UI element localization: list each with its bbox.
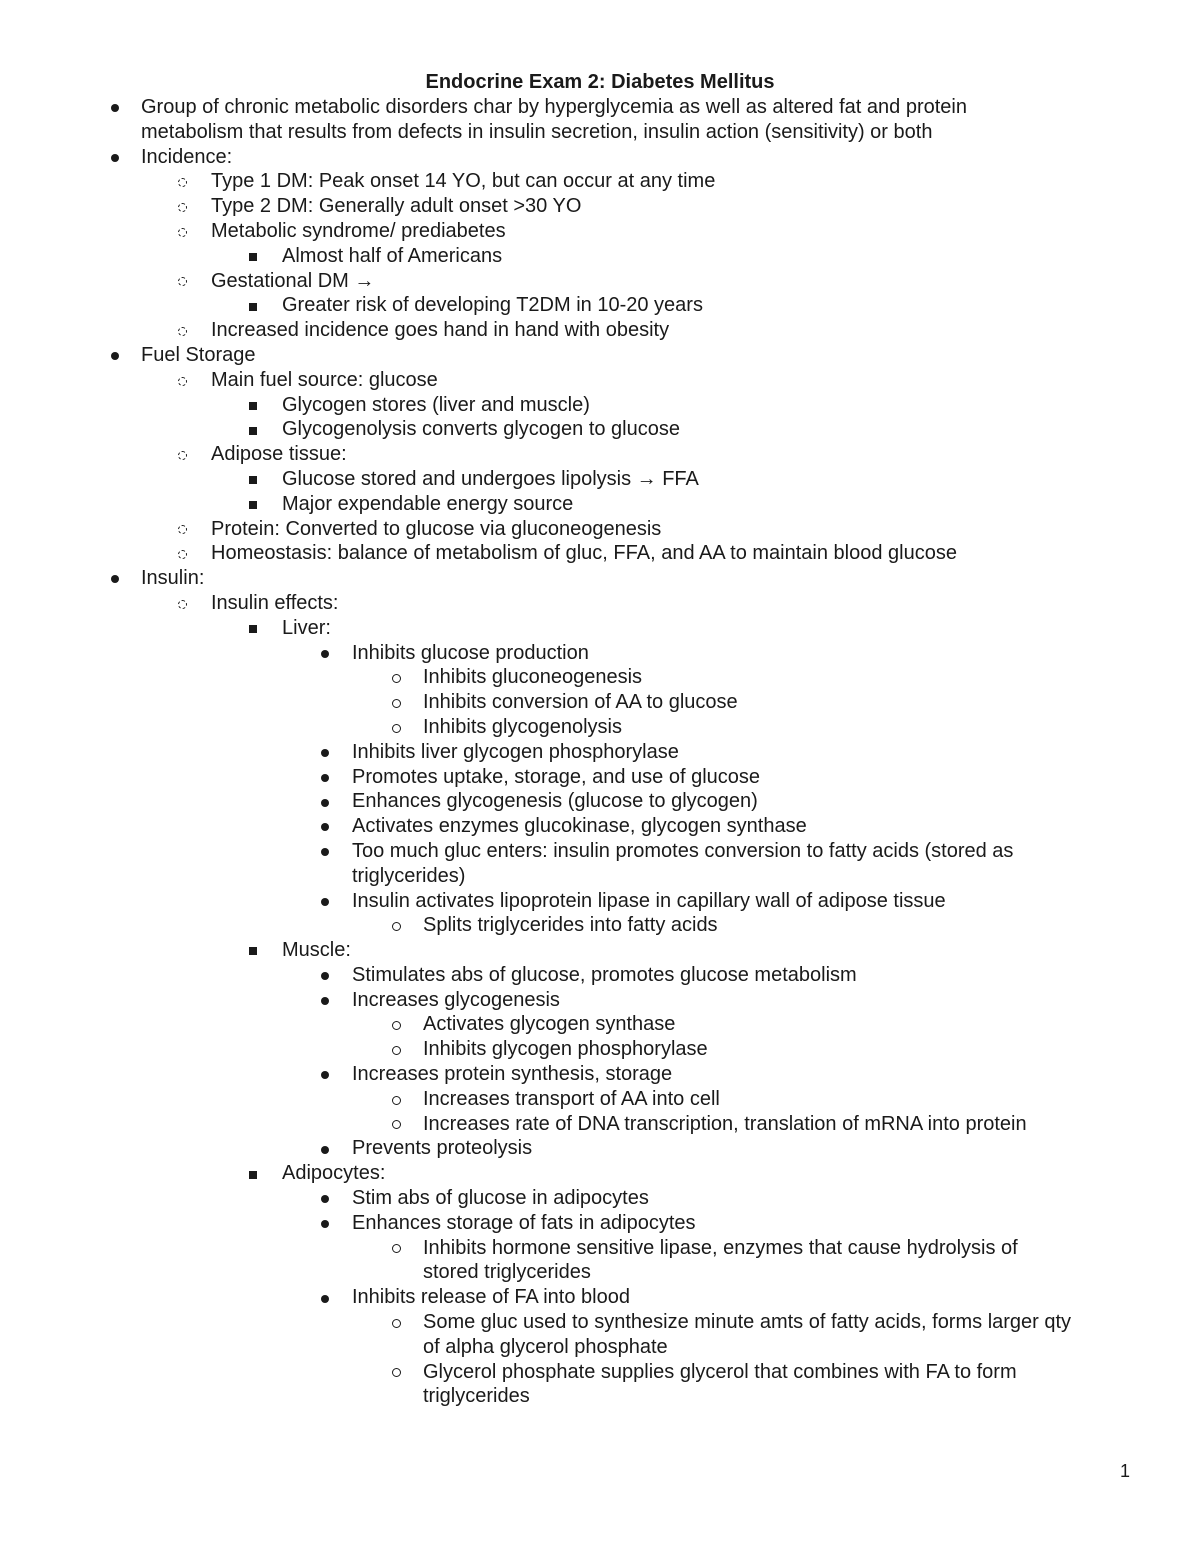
list-item-text: Some gluc used to synthesize minute amts of fatty acids, forms larger qty bbox=[423, 1311, 1072, 1334]
list-item-text: Adipose tissue: bbox=[211, 443, 347, 466]
list-item-text: Type 2 DM: Generally adult onset >30 YO bbox=[211, 195, 582, 218]
disc-bullet-icon bbox=[318, 839, 332, 864]
list-item-text: of alpha glycerol phosphate bbox=[423, 1335, 668, 1358]
square-bullet-icon bbox=[246, 467, 260, 492]
list-item-text: Greater risk of developing T2DM in 10-20 years bbox=[282, 294, 703, 317]
list-item bbox=[0, 1335, 1200, 1360]
disc-bullet-icon bbox=[318, 814, 332, 839]
disc-bullet-icon bbox=[318, 641, 332, 666]
list-item bbox=[0, 1062, 1200, 1087]
list-item-text: Activates enzymes glucokinase, glycogen synthase bbox=[352, 815, 807, 838]
list-item bbox=[0, 219, 1200, 244]
disc-bullet-icon bbox=[108, 95, 122, 120]
list-item-text: triglycerides) bbox=[352, 864, 466, 887]
list-item bbox=[0, 889, 1200, 914]
ring-bullet-icon bbox=[175, 591, 189, 616]
ring-bullet-icon bbox=[175, 318, 189, 343]
list-item bbox=[0, 145, 1200, 170]
list-item-text: Adipocytes: bbox=[282, 1162, 386, 1185]
list-item bbox=[0, 269, 1200, 294]
list-item-text: Activates glycogen synthase bbox=[423, 1013, 676, 1036]
disc-bullet-icon bbox=[318, 740, 332, 765]
list-item-text: Metabolic syndrome/ prediabetes bbox=[211, 219, 506, 242]
list-item-text: Gestational DM → bbox=[211, 269, 375, 292]
list-item bbox=[0, 417, 1200, 442]
list-item-text: Inhibits release of FA into blood bbox=[352, 1286, 630, 1309]
circle-bullet-icon bbox=[389, 1310, 403, 1335]
list-item bbox=[0, 740, 1200, 765]
list-item-text: Liver: bbox=[282, 616, 331, 639]
list-item bbox=[0, 988, 1200, 1013]
list-item-text: Inhibits glycogenolysis bbox=[423, 715, 622, 738]
ring-bullet-icon bbox=[175, 517, 189, 542]
list-item bbox=[0, 566, 1200, 591]
list-item bbox=[0, 492, 1200, 517]
circle-bullet-icon bbox=[389, 1236, 403, 1261]
circle-bullet-icon bbox=[389, 665, 403, 690]
list-item bbox=[0, 368, 1200, 393]
list-item bbox=[0, 864, 1200, 889]
list-item bbox=[0, 1087, 1200, 1112]
circle-bullet-icon bbox=[389, 715, 403, 740]
list-item-text: Increased incidence goes hand in hand with obesity bbox=[211, 319, 670, 342]
list-item-text: Enhances storage of fats in adipocytes bbox=[352, 1211, 696, 1234]
list-item-text: Inhibits hormone sensitive lipase, enzymes that cause hydrolysis of bbox=[423, 1236, 1018, 1259]
ring-bullet-icon bbox=[175, 269, 189, 294]
list-item-text: Glycogenolysis converts glycogen to glucose bbox=[282, 418, 680, 441]
list-item-text: Homeostasis: balance of metabolism of gluc, FFA, and AA to maintain blood glucose bbox=[211, 542, 957, 565]
list-item-text: Inhibits conversion of AA to glucose bbox=[423, 691, 738, 714]
circle-bullet-icon bbox=[389, 1087, 403, 1112]
list-item bbox=[0, 938, 1200, 963]
disc-bullet-icon bbox=[318, 1186, 332, 1211]
list-item-text: Protein: Converted to glucose via gluconeogenesis bbox=[211, 517, 662, 540]
list-item bbox=[0, 963, 1200, 988]
list-item bbox=[0, 1211, 1200, 1236]
list-item-text: Almost half of Americans bbox=[282, 244, 503, 267]
circle-bullet-icon bbox=[389, 1360, 403, 1385]
list-item-text: Enhances glycogenesis (glucose to glycogen) bbox=[352, 790, 758, 813]
disc-bullet-icon bbox=[318, 1211, 332, 1236]
square-bullet-icon bbox=[246, 938, 260, 963]
list-item-text: Glucose stored and undergoes lipolysis → FFA bbox=[282, 467, 699, 490]
list-item-text: Inhibits gluconeogenesis bbox=[423, 666, 643, 689]
ring-bullet-icon bbox=[175, 368, 189, 393]
list-item-text: Fuel Storage bbox=[141, 343, 256, 366]
list-item-text: Too much gluc enters: insulin promotes conversion to fatty acids (stored as bbox=[352, 839, 1014, 862]
circle-bullet-icon bbox=[389, 913, 403, 938]
list-item bbox=[0, 1136, 1200, 1161]
list-item bbox=[0, 1161, 1200, 1186]
page-number: 1 bbox=[1119, 1461, 1130, 1481]
list-item bbox=[0, 641, 1200, 666]
list-item bbox=[0, 1260, 1200, 1285]
disc-bullet-icon bbox=[318, 789, 332, 814]
list-item bbox=[0, 690, 1200, 715]
list-item-text: Main fuel source: glucose bbox=[211, 368, 438, 391]
document-title: Endocrine Exam 2: Diabetes Mellitus bbox=[425, 71, 775, 93]
list-item bbox=[0, 194, 1200, 219]
disc-bullet-icon bbox=[108, 145, 122, 170]
list-item bbox=[0, 393, 1200, 418]
disc-bullet-icon bbox=[318, 1136, 332, 1161]
list-item bbox=[0, 1186, 1200, 1211]
ring-bullet-icon bbox=[175, 541, 189, 566]
list-item bbox=[0, 1285, 1200, 1310]
list-item bbox=[0, 442, 1200, 467]
list-item-text: stored triglycerides bbox=[423, 1261, 591, 1284]
list-item-text: Type 1 DM: Peak onset 14 YO, but can occur at any time bbox=[211, 170, 716, 193]
list-item-text: metabolism that results from defects in insulin secretion, insulin action (sensitivity) or both bbox=[141, 120, 933, 143]
square-bullet-icon bbox=[246, 393, 260, 418]
list-item-text: Prevents proteolysis bbox=[352, 1137, 533, 1160]
circle-bullet-icon bbox=[389, 1037, 403, 1062]
square-bullet-icon bbox=[246, 1161, 260, 1186]
list-item bbox=[0, 1384, 1200, 1409]
list-item-text: Glycerol phosphate supplies glycerol that combines with FA to form bbox=[423, 1360, 1017, 1383]
disc-bullet-icon bbox=[318, 765, 332, 790]
list-item bbox=[0, 913, 1200, 938]
list-item-text: Increases protein synthesis, storage bbox=[352, 1063, 673, 1086]
circle-bullet-icon bbox=[389, 690, 403, 715]
list-item-text: Stim abs of glucose in adipocytes bbox=[352, 1187, 649, 1210]
square-bullet-icon bbox=[246, 616, 260, 641]
list-item bbox=[0, 95, 1200, 120]
ring-bullet-icon bbox=[175, 169, 189, 194]
disc-bullet-icon bbox=[318, 1062, 332, 1087]
list-item bbox=[0, 318, 1200, 343]
list-item-text: triglycerides bbox=[423, 1385, 530, 1408]
list-item bbox=[0, 789, 1200, 814]
list-item-text: Major expendable energy source bbox=[282, 492, 574, 515]
list-item-text: Incidence: bbox=[141, 145, 233, 168]
square-bullet-icon bbox=[246, 244, 260, 269]
list-item-text: Muscle: bbox=[282, 939, 351, 962]
list-item-text: Splits triglycerides into fatty acids bbox=[423, 914, 718, 937]
disc-bullet-icon bbox=[108, 343, 122, 368]
list-item bbox=[0, 616, 1200, 641]
list-item bbox=[0, 1310, 1200, 1335]
list-item-text: Increases glycogenesis bbox=[352, 988, 560, 1011]
disc-bullet-icon bbox=[318, 1285, 332, 1310]
circle-bullet-icon bbox=[389, 1112, 403, 1137]
list-item bbox=[0, 244, 1200, 269]
list-item-text: Stimulates abs of glucose, promotes glucose metabolism bbox=[352, 963, 857, 986]
disc-bullet-icon bbox=[108, 566, 122, 591]
list-item bbox=[0, 591, 1200, 616]
list-item bbox=[0, 839, 1200, 864]
list-item bbox=[0, 541, 1200, 566]
ring-bullet-icon bbox=[175, 219, 189, 244]
list-item bbox=[0, 169, 1200, 194]
bullet-list bbox=[0, 95, 1200, 1409]
list-item-text: Group of chronic metabolic disorders char by hyperglycemia as well as altered fat and protein bbox=[141, 96, 967, 118]
square-bullet-icon bbox=[246, 417, 260, 442]
list-item-text: Increases transport of AA into cell bbox=[423, 1087, 720, 1110]
list-item-text: Glycogen stores (liver and muscle) bbox=[282, 393, 590, 416]
circle-bullet-icon bbox=[389, 1012, 403, 1037]
list-item bbox=[0, 1112, 1200, 1137]
list-item-text: Inhibits glycogen phosphorylase bbox=[423, 1038, 708, 1061]
list-item bbox=[0, 517, 1200, 542]
list-item bbox=[0, 1037, 1200, 1062]
list-item-text: Insulin activates lipoprotein lipase in capillary wall of adipose tissue bbox=[352, 889, 946, 912]
list-item-text: Inhibits liver glycogen phosphorylase bbox=[352, 740, 679, 763]
list-item bbox=[0, 814, 1200, 839]
square-bullet-icon bbox=[246, 293, 260, 318]
list-item bbox=[0, 665, 1200, 690]
list-item bbox=[0, 467, 1200, 492]
list-item bbox=[0, 765, 1200, 790]
list-item bbox=[0, 1360, 1200, 1385]
disc-bullet-icon bbox=[318, 889, 332, 914]
disc-bullet-icon bbox=[318, 963, 332, 988]
list-item bbox=[0, 343, 1200, 368]
square-bullet-icon bbox=[246, 492, 260, 517]
ring-bullet-icon bbox=[175, 442, 189, 467]
disc-bullet-icon bbox=[318, 988, 332, 1013]
list-item-text: Insulin effects: bbox=[211, 591, 339, 614]
list-item bbox=[0, 1236, 1200, 1261]
list-item bbox=[0, 715, 1200, 740]
ring-bullet-icon bbox=[175, 194, 189, 219]
list-item bbox=[0, 1012, 1200, 1037]
list-item bbox=[0, 120, 1200, 145]
list-item bbox=[0, 293, 1200, 318]
list-item-text: Increases rate of DNA transcription, translation of mRNA into protein bbox=[423, 1112, 1027, 1135]
list-item-text: Promotes uptake, storage, and use of glucose bbox=[352, 765, 761, 788]
list-item-text: Insulin: bbox=[141, 567, 205, 590]
list-item-text: Inhibits glucose production bbox=[352, 641, 589, 664]
